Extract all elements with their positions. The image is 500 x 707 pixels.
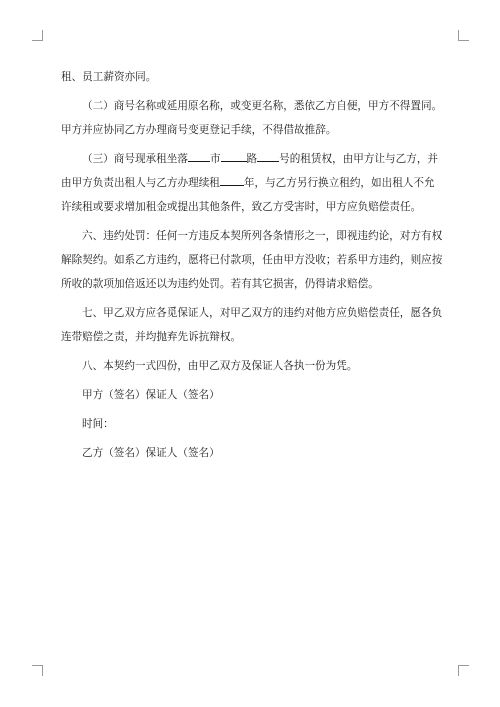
signature-party-a: 甲方（签名）保证人（签名） [82, 389, 220, 401]
paragraph-article-7: 七、甲乙双方应各觅保证人，对甲乙双方的违约对他方应负赔偿责任，愿各负连带赔偿之责，并均抛弃先诉抗辩权。 [61, 307, 443, 343]
clause-3-text-b: 市 [209, 153, 221, 165]
signature-party-b: 乙方（签名）保证人（签名） [82, 447, 220, 459]
clause-3-text-e: 年，与乙方另行换立租约，如出租人不允许续租或要求增加租金或提出其他条件，致乙方受害时，甲方应负赔偿责任。 [61, 177, 435, 213]
blank-city [188, 150, 210, 162]
crop-mark-bottom-left [32, 665, 43, 676]
blank-years [220, 174, 244, 186]
paragraph-clause-3 [61, 147, 443, 219]
paragraph-clause-2: （二）商号名称或延用原名称，或变更名称，悉依乙方自便，甲方不得置同。甲方并应协同乙方办理商号变更登记手续，不得借故推辞。 [61, 100, 443, 136]
paragraph-article-6: 六、违约处罚：任何一方违反本契所列各条情形之一，即视违约论，对方有权解除契约。如系乙方违约，愿将已付款项，任由甲方没收；若系甲方违约，则应按所收的款项加倍返还以为违约处罚。若有其它损害，仍得请求赔偿。 [61, 230, 443, 290]
paragraph-continuation: 租、员工薪资亦同。 [61, 71, 157, 83]
crop-mark-bottom-right [458, 665, 469, 676]
clause-3-text-d: 号的租赁权，由甲方让与乙方，并由甲方负责出租人与乙方办理续租 [61, 153, 439, 189]
blank-road [221, 150, 247, 162]
crop-mark-top-right [458, 30, 469, 41]
signature-date: 时间： [82, 418, 114, 430]
paragraph-article-8: 八、本契约一式四份，由甲乙双方及保证人各执一份为凭。 [82, 360, 358, 372]
crop-mark-top-left [32, 30, 43, 41]
clause-3-text-c: 路 [246, 153, 258, 165]
blank-number [257, 150, 279, 162]
document-body [61, 65, 443, 470]
clause-3-text-a: （三）商号现承租坐落 [82, 153, 188, 165]
